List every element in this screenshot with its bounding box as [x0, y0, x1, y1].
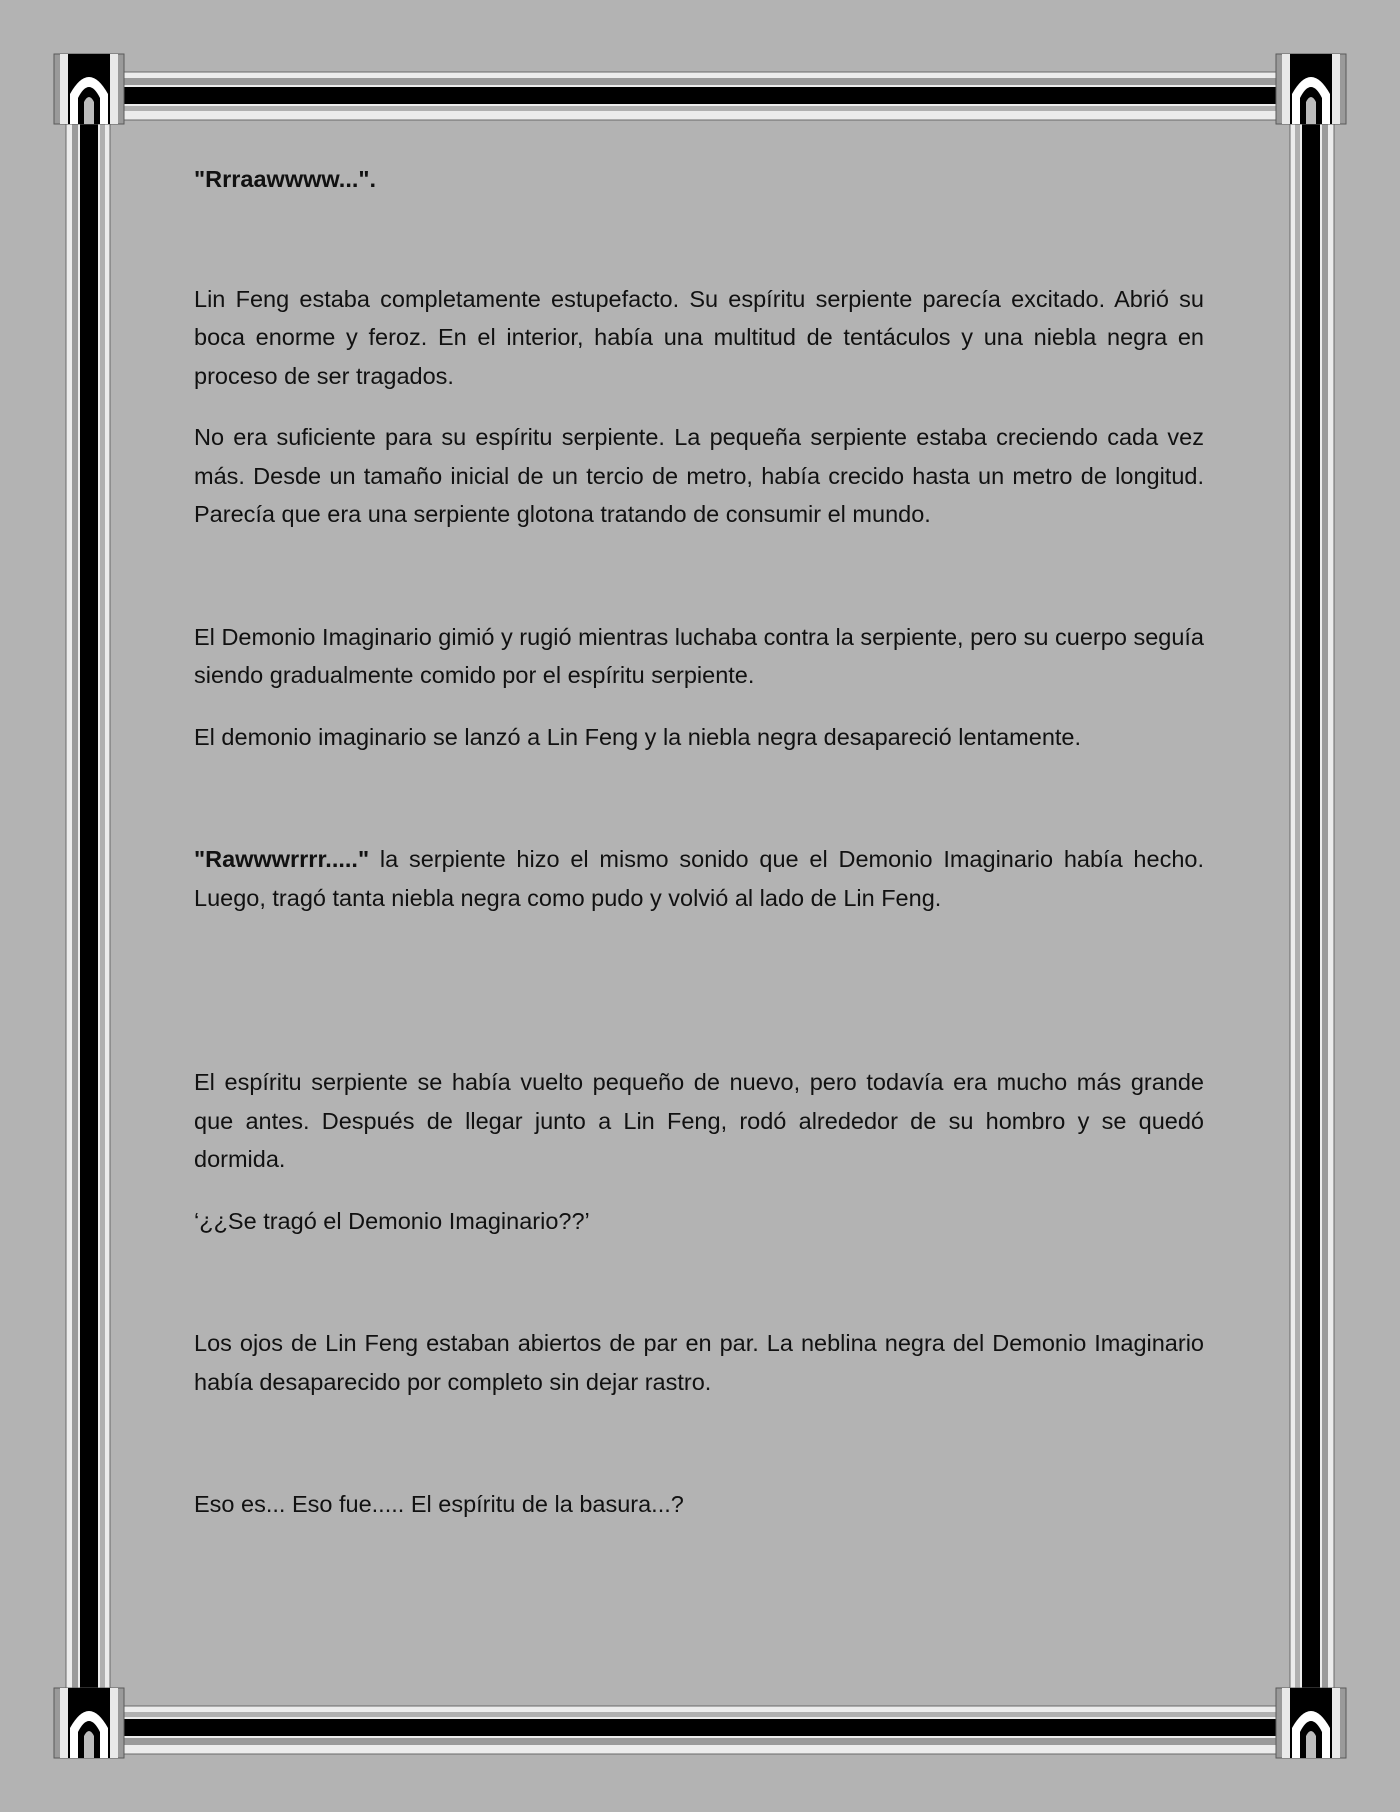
paragraph-3-text: No era suficiente para su espíritu serpiente. La pequeña serpiente estaba creciendo cada vez más. Desde un tamaño inicial de un tercio de metro, había crecido hasta un metro de longitud. Parecía que era una serpiente glotona tratando de consumir el mundo. [194, 424, 1204, 527]
paragraph-3 [194, 418, 1204, 534]
paragraph-1-bold: "Rrraawwww...". [194, 166, 377, 192]
paragraph-9 [194, 1324, 1204, 1401]
bottom-border-bar [100, 1706, 1300, 1754]
paragraph-7 [194, 1063, 1204, 1179]
left-border-bar [66, 120, 110, 1710]
paragraph-9-text: Los ojos de Lin Feng estaban abiertos de par en par. La neblina negra del Demonio Imaginario había desaparecido por completo sin dejar rastro. [194, 1330, 1204, 1395]
paragraph-5 [194, 718, 1204, 757]
corner-ornament-bottom-right [1276, 1688, 1346, 1758]
paragraph-10-text: Eso es... Eso fue..... El espíritu de la basura...? [194, 1491, 684, 1517]
paragraph-6-text: la serpiente hizo el mismo sonido que el Demonio Imaginario había hecho. Luego, tragó tanta niebla negra como pudo y volvió al lado de Lin Feng. [194, 846, 1204, 911]
paragraph-2-text: Lin Feng estaba completamente estupefacto. Su espíritu serpiente parecía excitado. Abrió su boca enorme y feroz. En el interior, había una multitud de tentáculos y una niebla negra en proceso de ser tragados. [194, 285, 1204, 389]
paragraph-6 [194, 840, 1204, 917]
top-border-bar [100, 72, 1300, 120]
corner-ornament-top-right [1276, 54, 1346, 124]
right-border-bar [1290, 120, 1334, 1710]
paragraph-8-text: ‘¿¿Se tragó el Demonio Imaginario??’ [194, 1207, 590, 1234]
paragraph-1 [194, 160, 1204, 199]
paragraph-4 [194, 618, 1204, 695]
paragraph-8 [194, 1202, 1204, 1241]
paragraph-5-text: El demonio imaginario se lanzó a Lin Feng y la niebla negra desapareció lentamente. [194, 723, 1082, 750]
paragraph-10 [194, 1485, 1204, 1524]
corner-ornament-bottom-left [54, 1688, 124, 1758]
corner-ornament-top-left [54, 54, 124, 124]
paragraph-7-text: El espíritu serpiente se había vuelto pequeño de nuevo, pero todavía era mucho más grande que antes. Después de llegar junto a Lin Feng, rodó alrededor de su hombro y se quedó dormida. [194, 1069, 1204, 1172]
paragraph-2 [194, 280, 1204, 396]
paragraph-4-text: El Demonio Imaginario gimió y rugió mientras luchaba contra la serpiente, pero su cuerpo seguía siendo gradualmente comido por el espíritu serpiente. [194, 623, 1204, 688]
paragraph-6-bold: "Rawwwrrrr....." [194, 846, 370, 872]
document-body [194, 160, 1204, 1524]
